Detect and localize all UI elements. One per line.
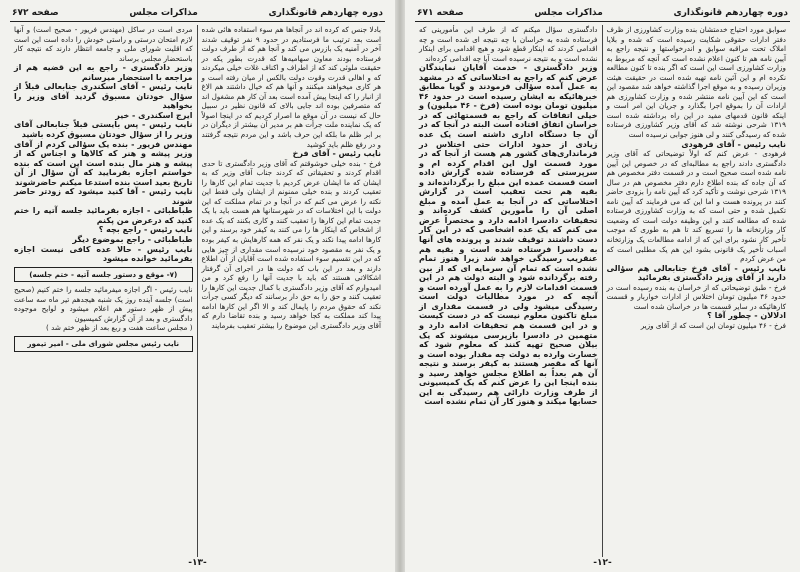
speaker-line: وزیر دادگستری - خدمت آقایان نمایندگان عرض کنم که راجع به اختلاساتی که در مشهد به عمل آمده سؤالی فرمودند و گویا مطابق خبرهائیکه به ایشان رسیده است در حدود ۴۶ میلیون تومان بوده است (فرخ - ۴۶ میلیون) و خیلی اتفاقات که راجع به قسمتهائی که در خراسان اتفاق افتاده است البته در آنجا که در آن جا دستگاه اداری داشته است یک عده زیادی از حدود ادارات حتی اختلاس در فرمانداری‌های کشور هم هست از آنجا که در مورد قسمت اول این اقدام کرده ام و سرپرستی که فرستاده شده گزارش داده است قسمت عمده این مبلغ را برگردانده‌اند و بقیه هم تحت تعقیب است در گزارش اختلاساتی که در آنجا به عمل آمده و مبلغ اصلی آن را مأمورین کشف کرده‌اند و تحقیقات دادسرا ادامه دارد و مختصراً عرض می کنم که یک عده اشخاصی که در این کار دست داشتند توقیف شدند و پرونده های آنها به دادسرا فرستاده شده است و بقیه هم عنقریب رسیدگی خواهد شد زیرا هنوز تمام نشده است که تمام آن سرمایه ای که از بین رفته برگردانده شود و البته دولت هم در این قسمت اقدامات لازم را به عمل آورده است و آنچه که در مورد مطالبات دولت است رسیدگی میشود ولی در قسمت مقداری از مبلغ تاکنون معلوم نیست که در دست کیست و در این قسمت هم تحقیقات ادامه دارد و متهمین در دادسرا بازپرسی میشوند که یک بیلان صحیح تهیه کنند که معلوم شود که خسارت وارده به دولت چه مقدار بوده است و آنها که مقصر هستند به کیفر برسند و نتیجه آن هم بعداً به اطلاع مجلس خواهد رسید و بنده اینجا این را عرض کنم که یک کمیسیونی از طرف وزارت دارائی هم رسیدگی به این حسابها میکند و هنوز کار آن تمام نشده است [419, 63, 598, 407]
speaker-line: طباطبائی - راجع بموضوع دیگر [72, 235, 193, 245]
page-672 [0, 0, 395, 572]
column-right [603, 25, 791, 557]
speaker-line: نایب رئیس - آقا کنید میشود که زودتر حاضر شوند [14, 187, 193, 206]
speaker-line: نایب رئیس - پس بایستی قبلاً جنابعالی آقای وزیر را از سؤال خودتان مسبوق کرده باشید [14, 120, 193, 140]
book-gutter [395, 0, 405, 572]
speaker-line: ادلالان - چطور آقا ؟ [707, 311, 786, 321]
paragraph: بادلا جنس که کرده اند در آنجاها هم سوء استفاده هائی شده است بعد ترتیب ما فرستادیم در حدود ۹ نفر توقیف شدند آخر در آمنیه یک بازرس می کند و آنجا هم که از طرف دولت فرستاده بودند معاون سهامیه‌ها که قدرت بطور یکه در حقیقت ملوئی کند که از اطراف و اکناف غلات خیلی میکردند که و اهالی قدرت وقوت دولت بالکس ار میان رفته است و هر کاری میخواهند میکنند و آنها هم که خیال داشتند هم الاغ از انبار را که اینجا پیش آمده است بعد آن کار هم مشغول اند که متصرفین بوده اند جایی بالای که قانون نظیر در سبیل حال که نیست در آن موقع ما اصرار کردیم که در اینجا اصولاً که یک نماینده ملت جرأت هم بر مدیر آن بیشتر از دیگران در بر ابر ظلم ما بلکه این حرف باشد و این مردم نتیجه گرفتند و در رفع ظلم باید کوشید [201, 25, 381, 149]
speaker-line: نایب رئیس - آقای فرخ [292, 149, 381, 159]
page-body [415, 25, 790, 557]
speaker-line: نایب رئیس - آقای اسکندری جنابعالی قبلاً از سؤال خودتان مسبوق گردید آقای وزیر را بخواهید [14, 82, 193, 111]
header-title: مذاکرات مجلس [129, 7, 198, 18]
page-footer-number: -۱۳- [188, 558, 207, 568]
header-page-number: صفحه ۶۷۱ [417, 7, 464, 18]
header-title: مذاکرات مجلس [534, 7, 603, 18]
column-left [10, 25, 198, 557]
header-session: دوره چهاردهم قانونگذاری [673, 7, 788, 18]
speaker-line: ایرج اسکندری - خیر [115, 110, 193, 120]
speaker-line: نایب رئیس - آقای فرهودی [681, 139, 786, 149]
page-header [10, 6, 385, 22]
paragraph: فرخ - بنده خیلی خوشوقتم که آقای وزیر دادگستری تا حدی اقدام کردند و تحقیقاتی که کردند جناب آقای وزیر که به ایشان که ما ایشان عرض کردیم با جدیت تمام این کارها را تعقیب کردند و بنده خیلی ممنونم از ایشان ولی فقط این نکته را عرض می کنم که در آنجا و در تمام مملکت که این دولت با این اختلاسات که در شهرستانها هم هست باید با یک جدیت تمام این کارها را تعقیب کنند و کاری بکنند که یک عده از اشخاص که اینکار ها را می کنند به کیفر خود برسند و این کارها ادامه پیدا نکند و یک نفر که همه کارهایش به کیفر بوده و یک نفر به مقصود خود نرسیده است مقداری از چیز هایی که در این تقسیم سوء استفاده شده است آقایان از آن اطلاع دارند و بعد در این باب که دولت ها در اجرای آن گرفتار اشکالاتی هستند که باید با جدیت آنها را رفع کرد و من امیدوارم که آقای وزیر دادگستری با کمال جدیت این کارها را تعقیب کنند و حق را به حق دار برسانند که دیگر کسی جرأت نکند که حقوق مردم را پایمال کند و الا اگر این کارها ادامه پیدا کند مملکت به کجا خواهد رسید و بنده تقاضا دارم که آقای وزیر دادگستری این موضوع را بیشتر تعقیب بفرمایند [201, 158, 381, 330]
column-right [198, 25, 386, 557]
speaker-line: نایب رئیس - حالا عده کافی نیست اجازه بفرمائید خوانده میشود [14, 244, 193, 264]
paragraph: فرهودی - عرض کنم که اولاً توضیحاتی که آقای وزیر دادگستری دادند راجع به مطالبه‌ای که در خصوص این آیین نامه شده است صحیح است و در قسمت دفتر مخصوص هم که آن جاده که بنده اطلاع دارم دفتر مخصوص هم در سال ۱۳۱۹ شرحی نوشت و تأکید کرد که آیین نامه را بزودی حاضر کنند در پرونده هست و اما این که می فرمایند که آیین نامه تکمیل شده و حتی است که به وزارت کشاورزی فرستاده شده که مطالعه کنند و این وظیفه دولت است که وضعیت کار وزارتخانه ها را تسریع کند تا هم به طوری که موجب تأخیر کار نشود برای این که از ادامه مطالعات یک وزارتخانه اسباب تأخیر یک قانونی بشود این هم یک مطلبی است که من عرض کردم [606, 149, 786, 264]
paragraph: دادگستری سؤال میکنم که از طرف این مأمورینی که فرستاده شده به خراسان با چه نتیجه ای شده است و چه اقدامی کردند که اینکار قطع شود و هیچ اقدامی برای اینکار نشده است و به نتیجه نرسیده است آیا چه اقدامی کرده‌اند [419, 25, 598, 63]
speaker-line: طباطبائی - اجازه بفرمائید جلسه آتیه را ختم کنید که درعرض من پکنم [14, 206, 193, 225]
speaker-line: وزیر دادگستری - راجع به این قضیه هم از مراجعه با استحضار میرسانم [14, 63, 193, 82]
speaker-line: نایب رئیس - راجع بچه ؟ [98, 225, 193, 235]
speaker-line: نایب رئیس - آقای فرخ جنابعالی هم سؤالی دارید از آقای وزیر دادگستری بفرمائید [606, 263, 786, 283]
page-body [10, 25, 385, 557]
paragraph: ( مجلس ساعت هفت و ربع بعد از ظهر ختم شد ) [46, 323, 193, 333]
paragraph: مردی است در ساکل (مهندس فریور - صحیح است) و آنها لازم امتحان درستی و راستی خودش را داده است این است که اقلیت شورای ملی و جامعه انتظار دارند که نتیجه کار باستحضار مجلس برساند [14, 25, 193, 63]
paragraph: سوابق مورد احتیاج خدمتشان بنده وزارت کشاورزی از ظرف دفتر ادارات حقوقی شکایت رسیده است که شده و بلایا املاک تحت مراقبه سوابق و اندرخواستها و نتیجه راجع به آیین نامه هم تا کنون اعلام نشده است که آنچه که مربوط به وزارت کشاورزی است این است که اگر بنده تا کنون مطالعه نکرده ام و این آئین نامه تهیه شده است در حقیقت هیئت وزیران رسیده و به موقع اجرا گذاشته خواهد شد مقصود این است که این آیین نامه منتشر شده و وزارت کشاورزی هم ارادات آن را بموقع اجرا بگذارد و جریان این امر است و اینکه قانون قدمهای مفید در این راه برداشته شده است ۱۳۱۹ شرحی نوشته شد که آقای وزیر کشاورزی فرستاده شده که رسیدگی کنند و لی هنوز جوابی نرسیده است [606, 25, 786, 140]
speaker-line: مهندس فریور - بنده یک سؤالی کردم از آقای وزیر پیشه و هنر که کالاها و اجناس که از پیشه و هنر مال بنده است این است که بنده خواستم اجازه بفرمایید که آن سؤال از آن تاریخ بعید است بنده استدعا میکنم حاضرشوند [14, 139, 193, 187]
boxed-notice: نایب رئیس مجلس شورای ملی - امیر تیمور [14, 336, 193, 352]
boxed-notice: (۷- موقع و دستور جلسه آتیه - ختم جلسه) [14, 267, 193, 283]
paragraph: فرخ - ۴۶ میلیون تومان این است که از آقای وزیر [640, 320, 786, 330]
paragraph: نایب رئیس - اگر اجازه میفرمائید جلسه را ختم کنیم (صحیح است) جلسه آینده روز یک شنبه هیجدهم تیر ماه سه ساعت پیش از ظهر دستور هم اعلام میشود و لوایح موجوده دادگستری و بعد از آن گزارش کمیسیون [14, 285, 193, 323]
page-footer-number: -۱۲- [593, 558, 612, 568]
paragraph: فرخ - طبق توضیحاتی که از خراسان به بنده رسیده است در حدود ۴۶ میلیون تومان اختلاس از ادارات خواربار و قسمت کارهائیکه در سایر قسمت ها در خراسان شده است [606, 282, 786, 311]
header-session: دوره چهاردهم قانونگذاری [268, 7, 383, 18]
page-header [415, 6, 790, 22]
column-left [415, 25, 603, 557]
page-671 [405, 0, 800, 572]
header-page-number: صفحه ۶۷۲ [12, 7, 59, 18]
